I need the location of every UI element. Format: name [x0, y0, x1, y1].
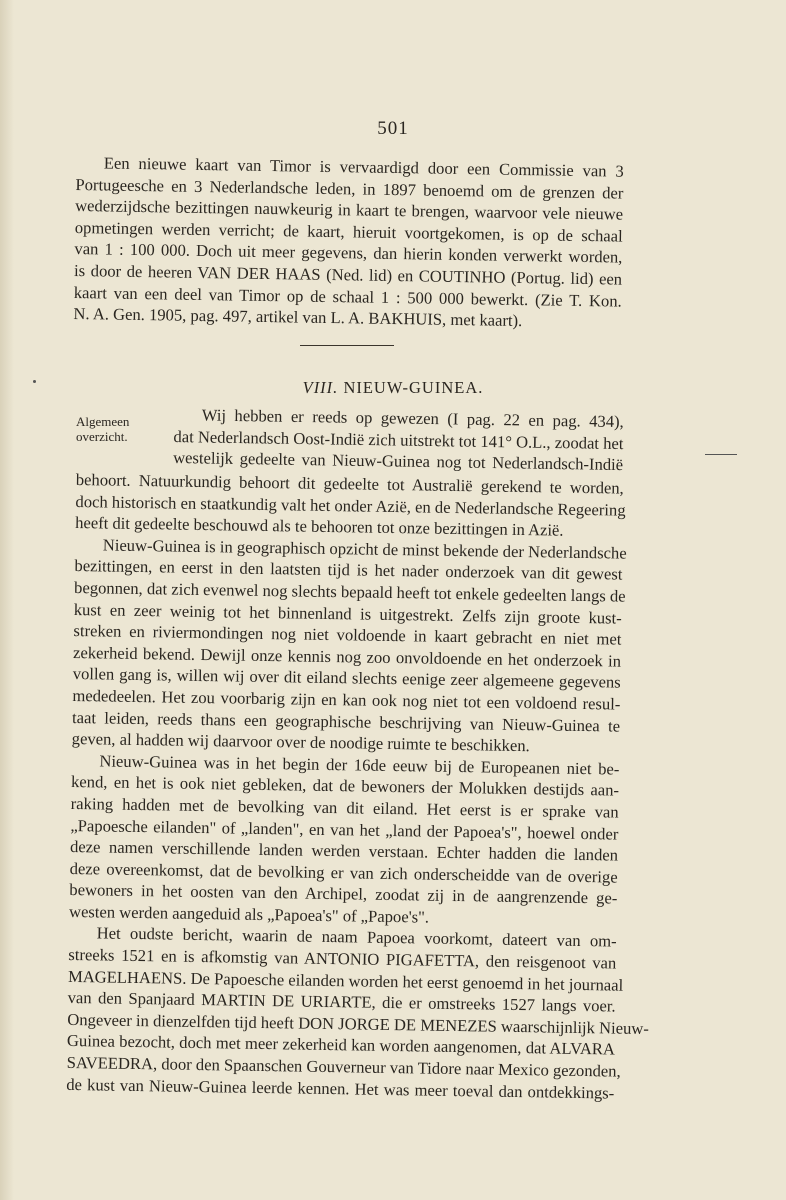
margin-dash	[705, 454, 737, 455]
section-number: VIII.	[302, 378, 339, 397]
text-line: vollen gang is, willen wij over dit eiland slechts eenige zeer algemeene gegevens	[72, 664, 621, 692]
text-line: bewoners in het oosten van den Archipel, zoodat zij in de aangrenzende ge-	[69, 880, 618, 908]
text-line: taat leiden, reeds thans een geographische beschrijving van Nieuw-Guinea te	[71, 707, 621, 736]
text-line: opmetingen werden verricht; de kaart, hieruit voortgekomen, is op de schaal	[74, 217, 623, 246]
text-line: mededeelen. Het zou voorbarig zijn en kan ook nog niet tot een voldoend resul-	[72, 685, 621, 714]
section-heading	[0, 378, 786, 398]
text-line: kend, en het is ook niet gebleken, dat de bewoners der Molukken destijds aan-	[70, 772, 620, 800]
text-line: deze namen verschillende landen werden verstaan. Echter hadden die landen	[69, 837, 619, 865]
text-line: van 1 : 100 000. Doch uit meer gegevens, dan hierin konden verwerkt worden,	[74, 239, 623, 267]
text-line: wederzijdsche bezittingen nauwkeurig in kaart te brengen, waarvoor vele nieuwe	[75, 196, 624, 224]
text-line: van den Spanjaard MARTIN DE URIARTE, die er omstreeks 1527 langs voer.	[67, 988, 616, 1016]
page-number: 501	[377, 118, 409, 139]
text-line: dat Nederlandsch Oost-Indië zich uitstrekt tot 141° O.L., zoodat het	[173, 426, 624, 453]
paragraph-1-head	[173, 404, 624, 476]
text-line: is door de heeren VAN DER HAAS (Ned. lid) en COUTINHO (Portug. lid) een	[73, 260, 623, 289]
text-line: deze overeenkomst, dat de bevolking er van zich onderscheidde van de overige	[69, 858, 618, 887]
intro-paragraph	[73, 152, 624, 333]
text-line: westelijk gedeelte van Nieuw-Guinea nog tot Nederlandsch-Indië	[173, 448, 624, 475]
text-line: Portugeesche en 3 Nederlandsche leden, in 1897 benoemd om de grenzen der	[75, 174, 624, 203]
text-line: geven, al hadden wij daarvoor over de noodige ruimte te beschikken.	[71, 729, 530, 756]
paragraph-1-body	[66, 469, 649, 1104]
text-line: de kust van Nieuw-Guinea leerde kennen. Het was meer toeval dan ontdekkings-	[66, 1074, 615, 1103]
text-line: Guinea bezocht, doch met meer zekerheid kan worden aangenomen, dat ALVARA	[66, 1031, 616, 1059]
text-line: westen werden aangeduid als „Papoea's" of „Papoe's".	[68, 901, 430, 927]
text-line: N. A. Gen. 1905, pag. 497, artikel van L. A. BAKHUIS, met kaart).	[73, 304, 523, 331]
text-line: Ongeveer in dienzelfden tijd heeft DON JORGE DE MENEZES waarschijnlijk Nieuw-	[67, 1009, 649, 1038]
text-line: heeft dit gedeelte beschouwd als te behooren tot onze bezittingen in Azië.	[75, 513, 564, 540]
page-binding-edge	[0, 0, 14, 1200]
text-line: MAGELHAENS. De Papoesche eilanden worden het eerst genoemd in het journaal	[67, 966, 624, 995]
text-line: kust en zeer weinig tot het binnenland is uitgestrekt. Zelfs zijn groote kust-	[73, 599, 622, 628]
text-line: Wij hebben er reeds op gewezen (I pag. 22 en pag. 434),	[201, 405, 624, 432]
text-line: bezittingen, en eerst in den laatsten tijd is het nader onderzoek van dit gewest	[74, 556, 623, 584]
section-divider	[300, 345, 394, 346]
text-line: streken en riviermondingen nog niet voldoende in kaart gebracht en niet met	[73, 621, 622, 649]
text-line: Het oudste bericht, waarin de naam Papoea voorkomt, dateert van om-	[96, 923, 617, 952]
text-line: begonnen, dat zich evenwel nog slechts bepaald heeft tot enkele gedeelten langs de	[73, 577, 626, 606]
margin-note: Algemeen overzicht.	[76, 414, 130, 444]
text-line: behoort. Natuurkundig behoort dit gedeelte tot Australië gerekend te worden,	[75, 469, 624, 498]
text-line: SAVEEDRA, door den Spaanschen Gouverneur van Tidore naar Mexico gezonden,	[66, 1052, 621, 1081]
text-line: „Papoesche eilanden" of „landen", en van het „land der Papoea's", hoewel onder	[70, 815, 619, 844]
text-line: zekerheid bekend. Dewijl onze kennis nog zoo onvoldoende en het onderzoek in	[72, 642, 622, 671]
section-title: NIEUW-GUINEA.	[343, 378, 484, 397]
text-line: Nieuw-Guinea was in het begin der 16de eeuw bij de Europeanen niet be-	[99, 751, 620, 779]
text-line: Nieuw-Guinea is in geographisch opzicht de minst bekende der Nederlandsche	[102, 535, 627, 563]
text-line: Een nieuwe kaart van Timor is vervaardigd door een Commissie van 3	[103, 153, 624, 181]
text-line: doch historisch en staatkundig valt het onder Azië, en de Nederlandsche Regeering	[75, 491, 626, 520]
text-line: streeks 1521 en is afkomstig van ANTONIO PIGAFETTA, den reisgenoot van	[68, 945, 617, 973]
text-line: raking hadden met de bevolking van dit eiland. Het eerst is er sprake van	[70, 793, 619, 822]
text-line: kaart van een deel van Timor op de schaal 1 : 500 000 bewerkt. (Zie T. Kon.	[73, 282, 622, 311]
